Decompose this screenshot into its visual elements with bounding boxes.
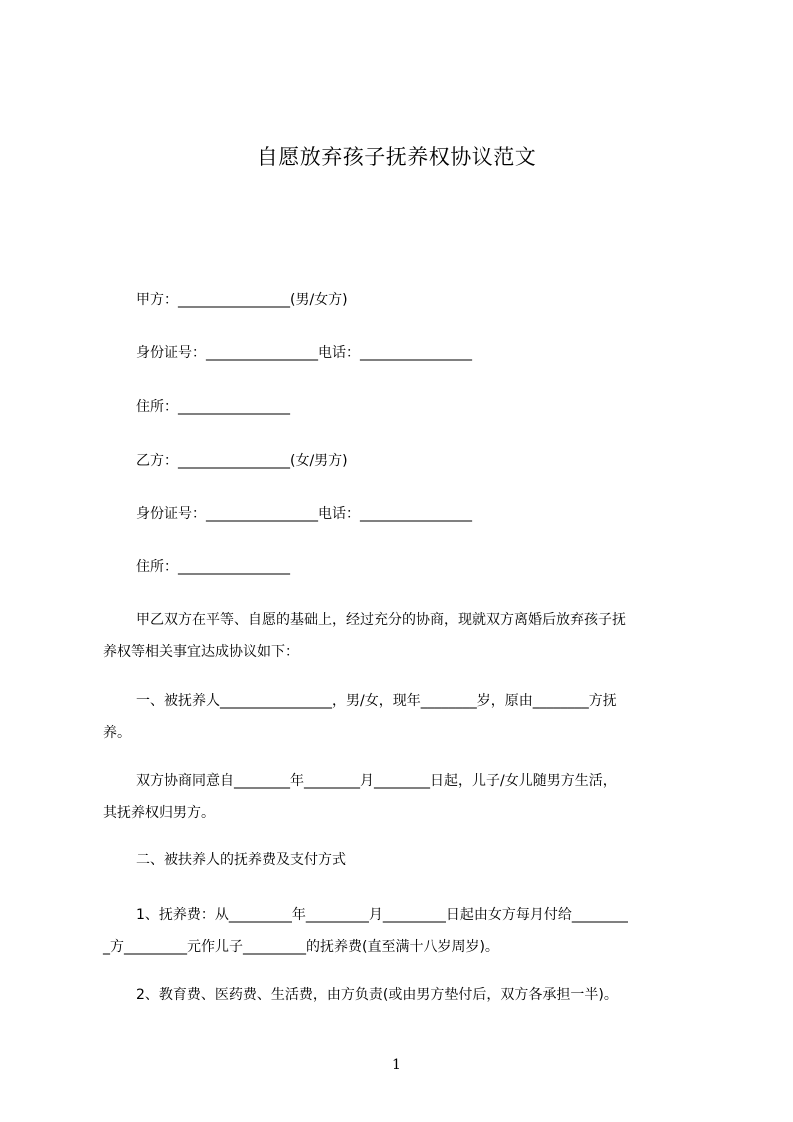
custody-agreement-row-1: 双方协商同意自________年________月________日起，儿子/女儿随男方生活，: [136, 773, 617, 789]
party-b-name-line: 乙方：________________(女/男方): [136, 453, 348, 469]
custody-agreement-paragraph: [103, 771, 703, 835]
clause-one-paragraph: [103, 691, 703, 755]
party-a-address-line: 住所：________________: [136, 399, 290, 415]
item-one-row-2: _方_________元作儿子_________的抚养费(直至满十八岁周岁)。: [103, 939, 499, 955]
preamble-row-1: 甲乙双方在平等、自愿的基础上，经过充分的协商，现就双方离婚后放弃孩子抚: [136, 612, 626, 628]
party-a-name-line: 甲方：________________(男/女方): [136, 292, 348, 308]
preamble-row-2: 养权等相关事宜达成协议如下：: [103, 644, 299, 660]
preamble-paragraph: [103, 610, 703, 674]
party-a-id-phone-line: 身份证号：________________电话：________________: [136, 345, 472, 361]
clause-one-row-1: 一、被抚养人________________，男/女，现年________岁，原由________方抚: [136, 693, 617, 709]
clause-one-row-2: 养。: [103, 725, 131, 741]
party-b-address-line: 住所：________________: [136, 559, 290, 575]
custody-agreement-row-2: 其抚养权归男方。: [103, 805, 215, 821]
clause-two-heading: 二、被扶养人的抚养费及支付方式: [136, 852, 346, 868]
item-one-paragraph: [103, 905, 703, 969]
page-number: 1: [392, 1057, 401, 1073]
item-two-line: 2、教育费、医药费、生活费，由方负责(或由男方垫付后，双方各承担一半)。: [136, 987, 618, 1003]
document-title: 自愿放弃孩子抚养权协议范文: [256, 145, 537, 169]
item-one-row-1: 1、抚养费：从_________年_________月_________日起由女方每月付给________: [136, 907, 628, 923]
party-b-id-phone-line: 身份证号：________________电话：________________: [136, 506, 472, 522]
